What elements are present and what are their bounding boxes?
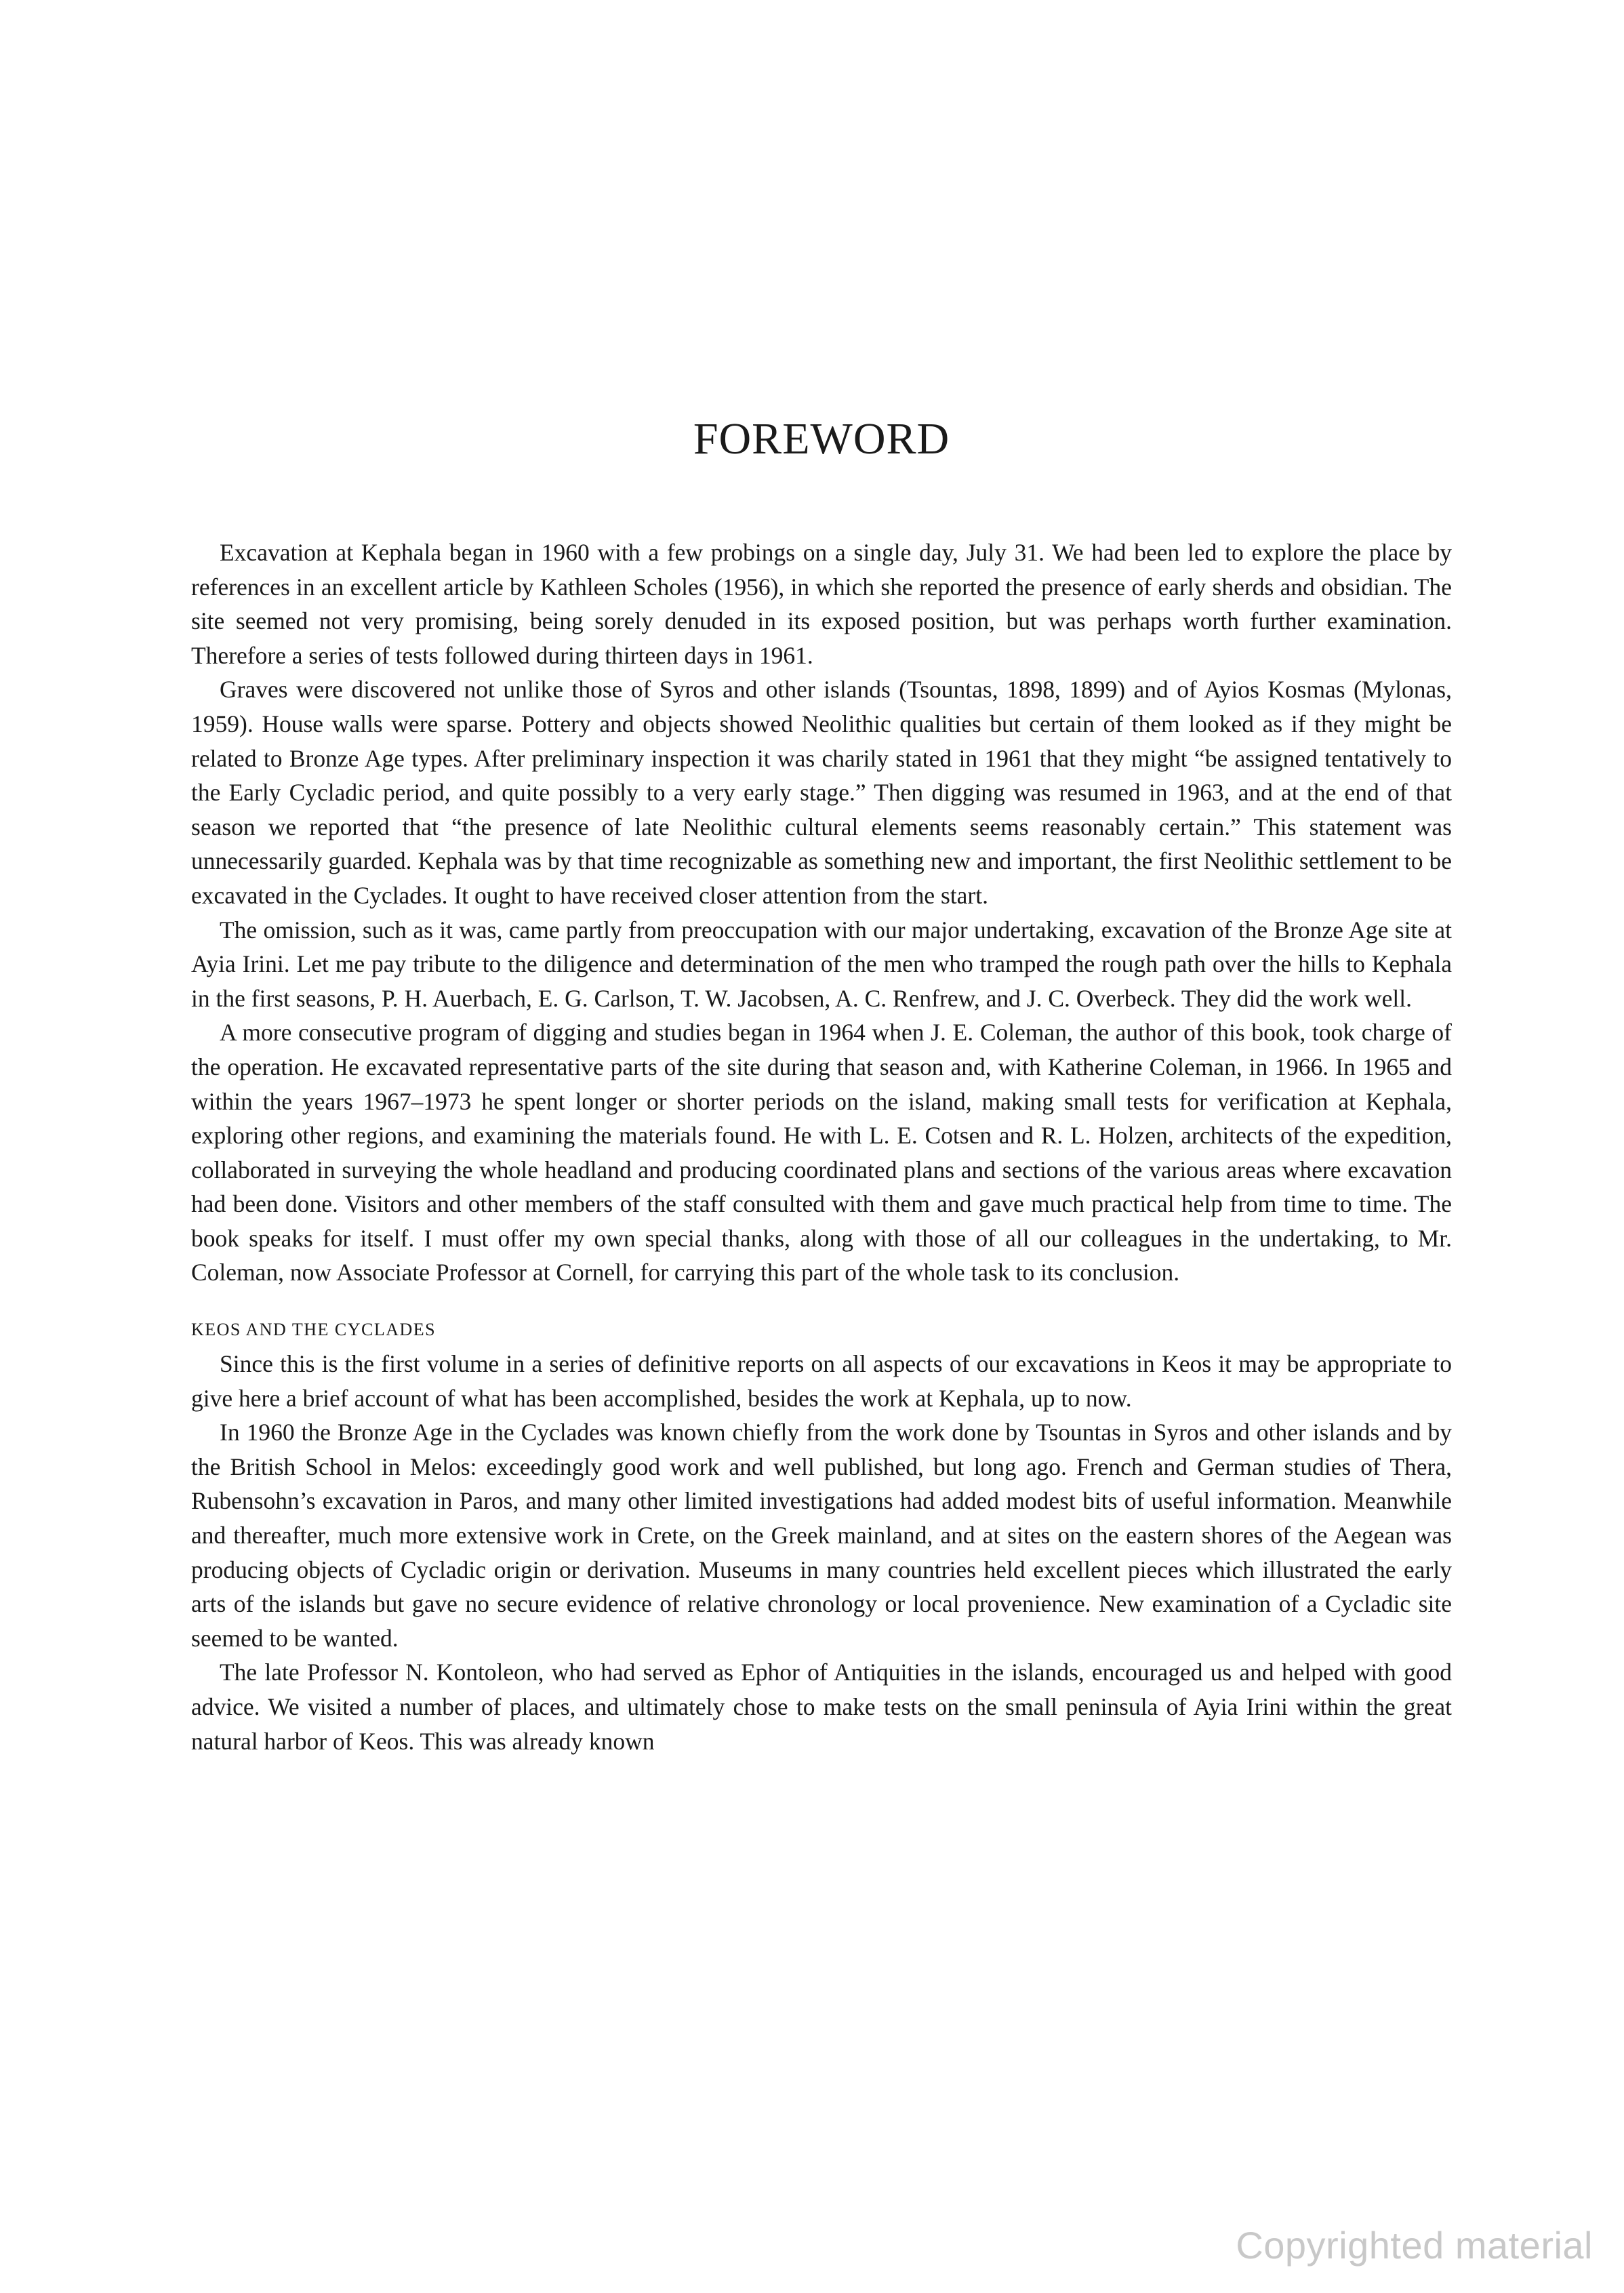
document-page (191, 0, 1452, 2293)
page-title: FOREWORD (693, 414, 950, 464)
paragraph: Excavation at Kephala began in 1960 with a few probings on a single day, July 31. We had been led to explore the place by references in an excellent article by Kathleen Scholes (1956), in which she reported the presence of early sherds and obsidian. The site seemed not very promising, being sorely denuded in its exposed position, but was perhaps worth further examination. Therefore a series of tests followed during thirteen days in 1961. (191, 539, 1452, 669)
paragraph: The omission, such as it was, came partly from preoccupation with our major undertaking, excavation of the Bronze Age site at Ayia Irini. Let me pay tribute to the diligence and determination of the men who tramped the rough path over the hills to Kephala in the first seasons, P. H. Auerbach, E. G. Carlson, T. W. Jacobsen, A. C. Renfrew, and J. C. Overbeck. They did the work well. (191, 916, 1452, 1012)
section-heading: KEOS AND THE CYCLADES (191, 1320, 437, 1340)
paragraph: A more consecutive program of digging and studies began in 1964 when J. E. Coleman, the author of this book, took charge of the operation. He excavated representative parts of the site during that season and, with Katherine Coleman, in 1966. In 1965 and within the years 1967–1973 he spent longer or shorter periods on the island, making small tests for verification at Kephala, exploring other regions, and examining the materials found. He with L. E. Cotsen and R. L. Holzen, architects of the expedition, collaborated in surveying the whole headland and producing coordinated plans and sections of the various areas where excavation had been done. Visitors and other members of the staff consulted with them and gave much practical help from time to time. The book speaks for itself. I must offer my own special thanks, along with those of all our colleagues in the undertaking, to Mr. Coleman, now Associate Professor at Cornell, for carrying this part of the whole task to its conclusion. (191, 1019, 1452, 1286)
paragraph: In 1960 the Bronze Age in the Cyclades was known chiefly from the work done by Tsountas in Syros and other islands and by the British School in Melos: exceedingly good work and well published, but long ago. French and German studies of Thera, Rubensohn’s excavation in Paros, and many other limited investigations had added modest bits of useful information. Meanwhile and thereafter, much more extensive work in Crete, on the Greek mainland, and at sites on the eastern shores of the Aegean was producing objects of Cycladic origin or derivation. Museums in many countries held excellent pieces which illustrated the early arts of the islands but gave no secure evidence of relative chronology or local provenience. New examination of a Cycladic site seemed to be wanted. (191, 1419, 1452, 1652)
paragraph: The late Professor N. Kontoleon, who had served as Ephor of Antiquities in the islands, encouraged us and helped with good advice. We visited a number of places, and ultimately chose to make tests on the small peninsula of Ayia Irini within the great natural harbor of Keos. This was already known (191, 1659, 1452, 1755)
copyright-watermark: Copyrighted material (1236, 2224, 1593, 2267)
paragraph: Since this is the first volume in a series of definitive reports on all aspects of our excavations in Keos it may be appropriate to give here a brief account of what has been accomplished, besides the work at Kephala, up to now. (191, 1350, 1452, 1412)
body-text (191, 535, 1452, 1758)
paragraph: Graves were discovered not unlike those of Syros and other islands (Tsountas, 1898, 1899) and of Ayios Kosmas (Mylonas, 1959). House walls were sparse. Pottery and objects showed Neolithic qualities but certain of them looked as if they might be related to Bronze Age types. After preliminary inspection it was charily stated in 1961 that they might “be assigned tentatively to the Early Cycladic period, and quite possibly to a very early stage.” Then digging was resumed in 1963, and at the end of that season we reported that “the presence of late Neolithic cultural elements seems reasonably certain.” This statement was unnecessarily guarded. Kephala was by that time recognizable as something new and important, the first Neolithic settlement to be excavated in the Cyclades. It ought to have received closer attention from the start. (191, 676, 1452, 909)
